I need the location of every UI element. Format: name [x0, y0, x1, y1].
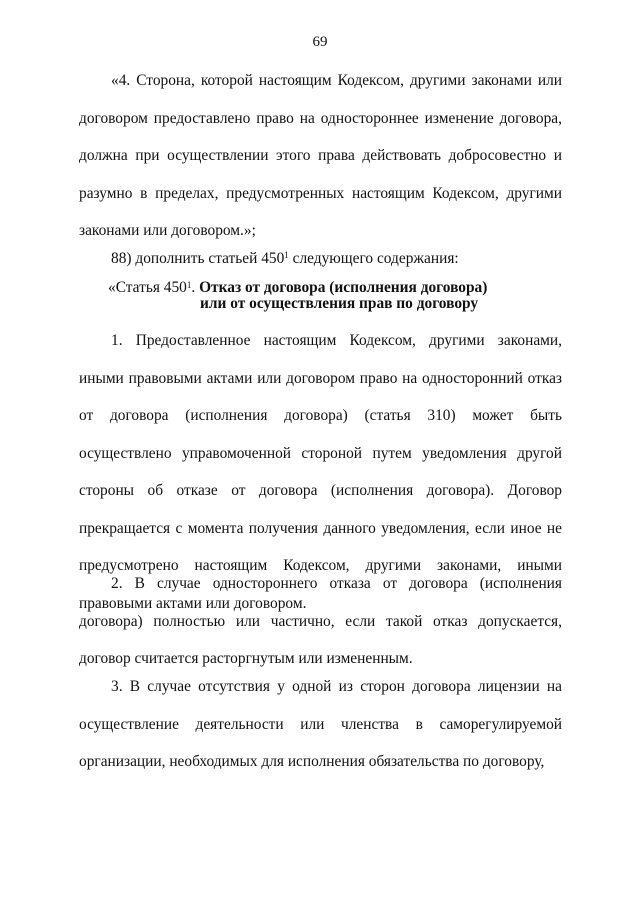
paragraph-text: 1. Предоставленное настоящим Кодексом, другими законами, иными правовыми актами или договором право на односторонний отказ от договора (исполнения договора) (статья 310) может быть осуществлено управомоченной стороной путем уведомления другой стороны об отказе от договора (исполнения договора). Договор прекращается с момента получения данного уведомления, если иное не предусмотрено настоящим Кодексом, другими законами, иными правовыми актами или договором.: [79, 332, 562, 612]
superscript: 1: [284, 250, 289, 260]
paragraph-article-450-item-4: [79, 62, 562, 250]
page-number: 69: [312, 34, 328, 50]
paragraph-item-2: [79, 565, 562, 678]
superscript: 1: [186, 280, 192, 290]
article-heading-title-line2: или от осуществления прав по договору: [200, 295, 479, 312]
paragraph-text: следующего содержания:: [288, 250, 459, 267]
article-heading: «Статья $450^1$. Отказ от договора (исполнения договора) или от осуществления прав по договору: [108, 280, 578, 312]
article-heading-title-line1: Отказ от договора (исполнения договора): [199, 279, 488, 296]
paragraph-text: 3. В случае отсутствия у одной из сторон договора лицензии на осуществление деятельности или членства в саморегулируемой организации, необходимых для исполнения обязательства по договору,: [79, 678, 562, 770]
paragraph-text: 2. В случае одностороннего отказа от договора (исполнения договора) полностью или частично, если такой отказ допускается, договор считается расторгнутым или измененным.: [79, 575, 562, 667]
paragraph-item-3: [79, 668, 562, 781]
paragraph-text: «4. Сторона, которой настоящим Кодексом, другими законами или договором предоставлено право на одностороннее изменение договора, должна при осуществлении этого права действовать добросовестно и разумно в пределах, предусмотренных настоящим Кодексом, другими законами или договором.»;: [79, 72, 562, 239]
paragraph-amendment-88: [79, 240, 562, 278]
paragraph-text: 88) дополнить статьей 450: [111, 250, 285, 267]
article-heading-prefix: «Статья 450: [108, 279, 187, 296]
